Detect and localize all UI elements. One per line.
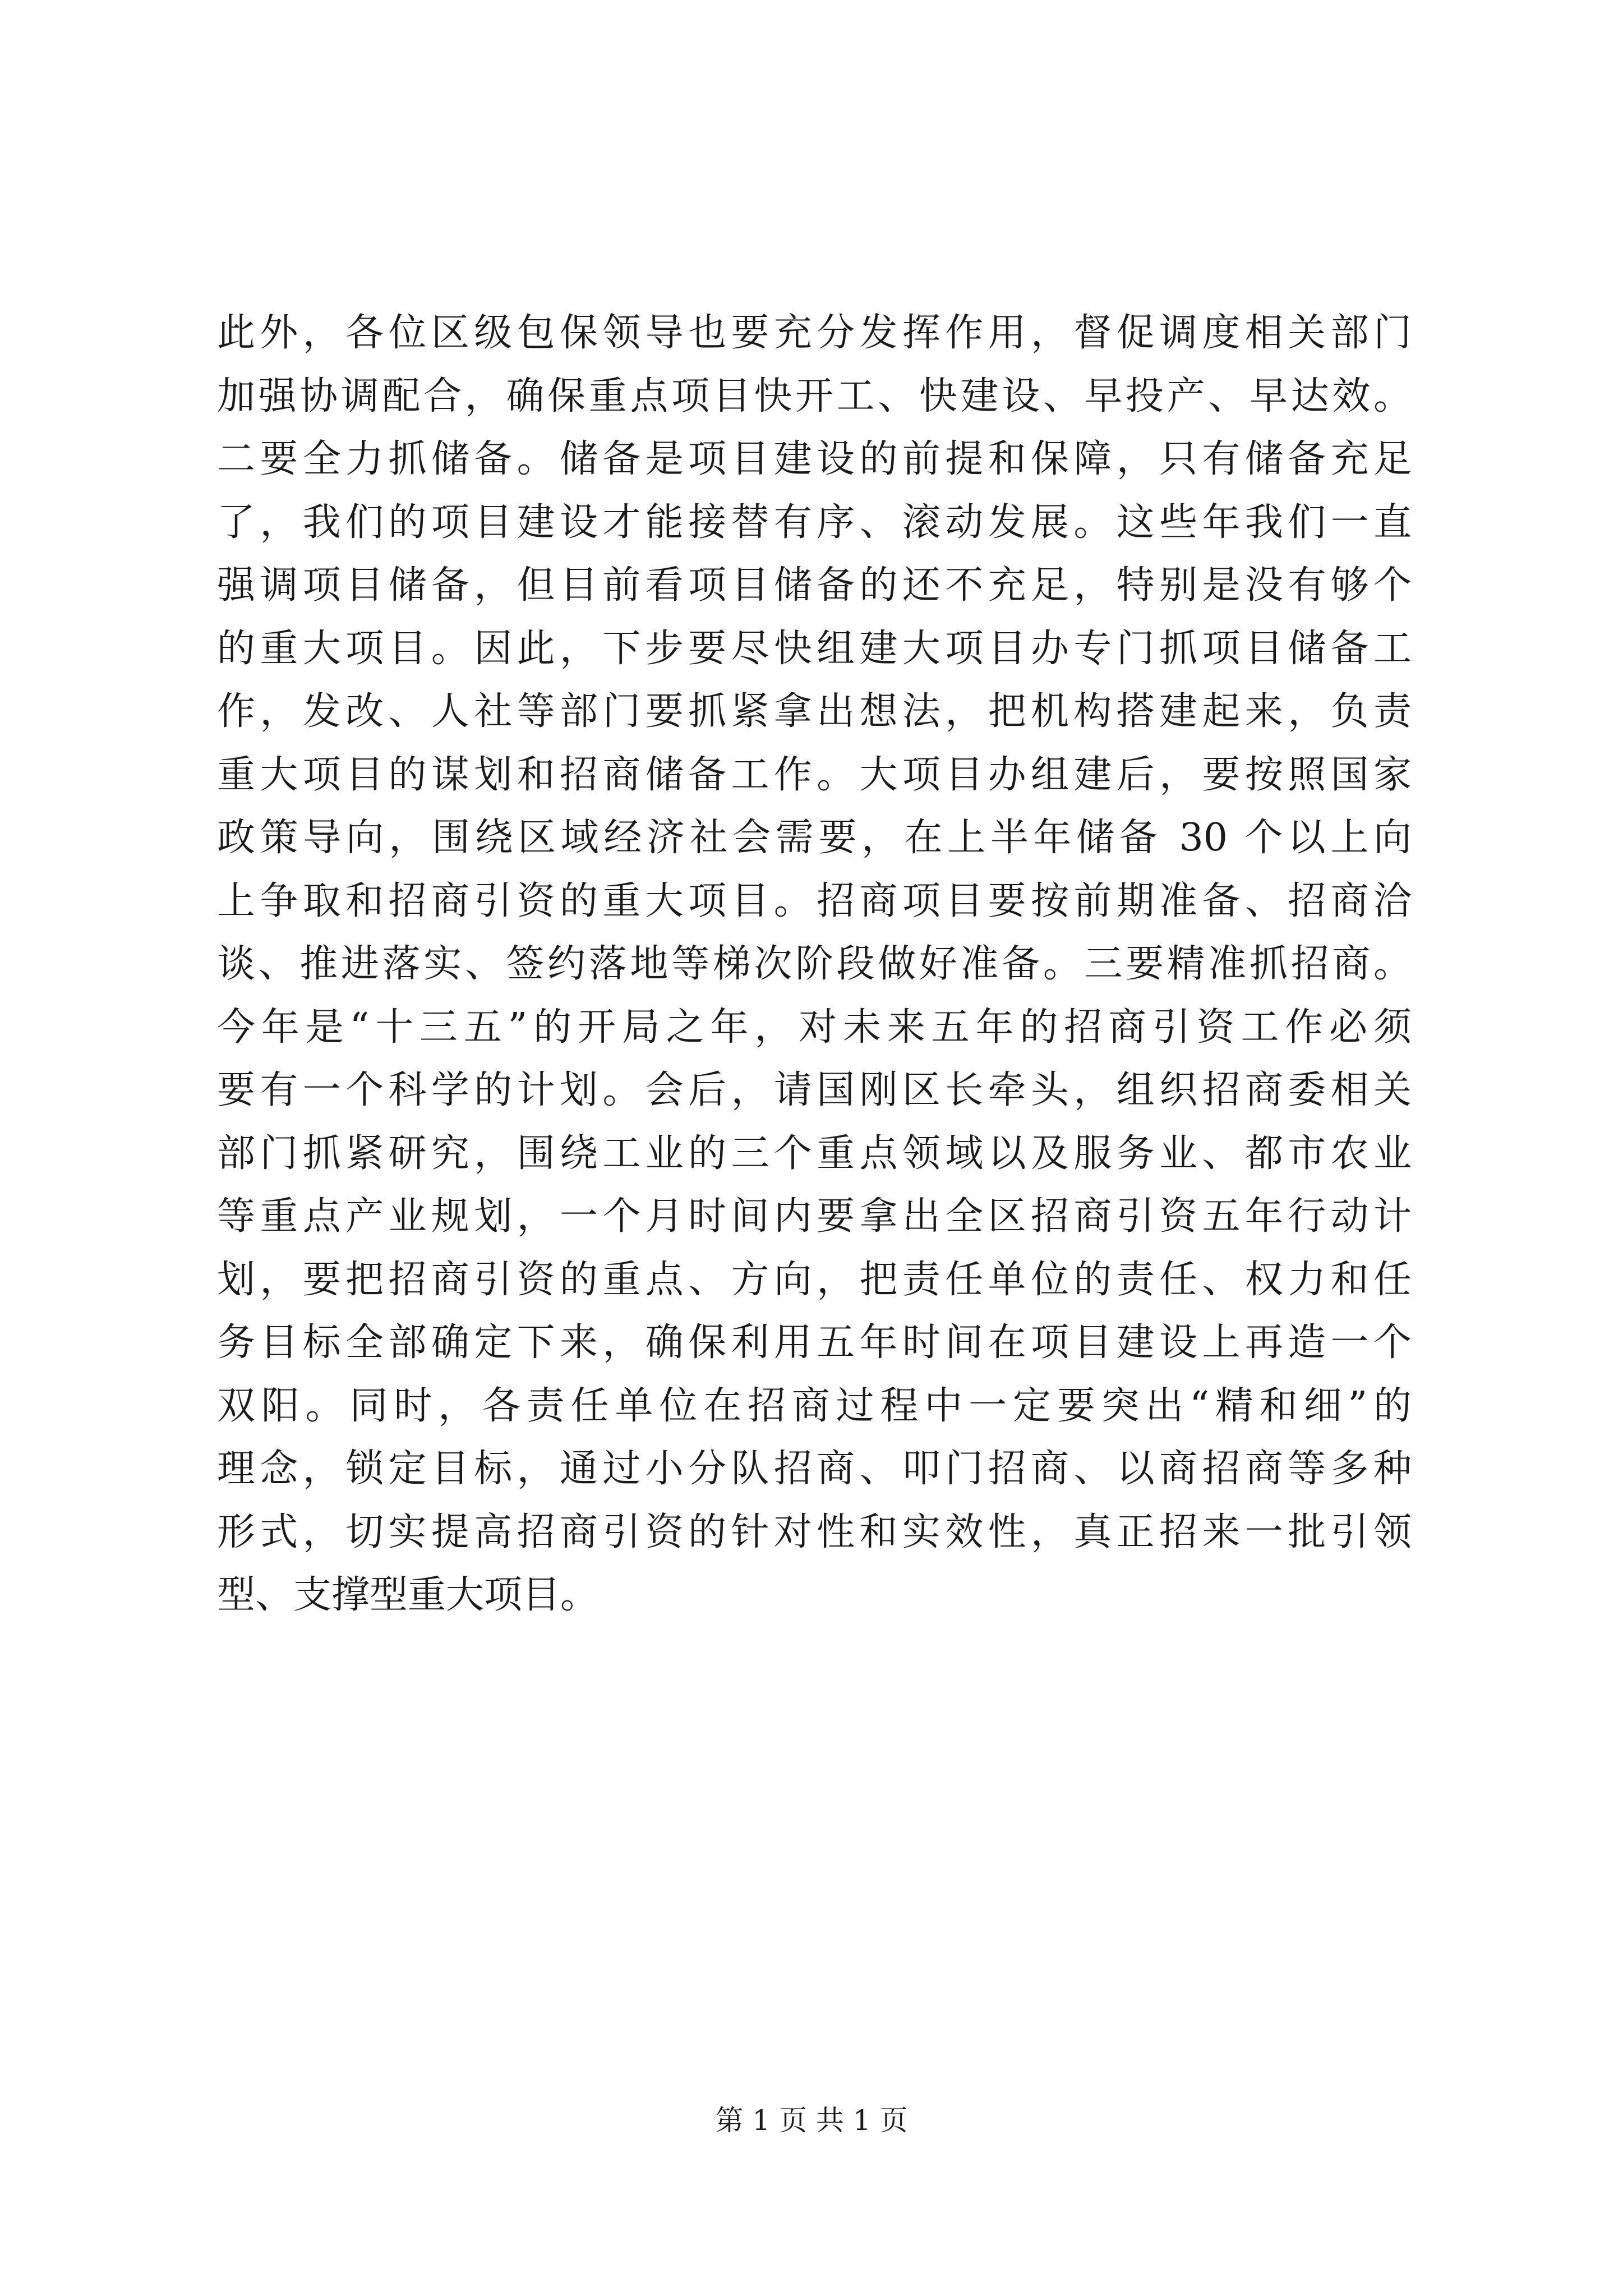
text-line: 二要全力抓储备。储备是项目建设的前提和保障，只有储备充足	[217, 437, 1412, 481]
text-line: 加强协调配合，确保重点项目快开工、快建设、早投产、早达效。	[217, 374, 1412, 418]
text-line: 重大项目的谋划和招商储备工作。大项目办组建后，要按照国家	[217, 752, 1412, 797]
text-line: 作，发改、人社等部门要抓紧拿出想法，把机构搭建起来，负责	[217, 689, 1412, 734]
text-line: 形式，切实提高招商引资的针对性和实效性，真正招来一批引领	[217, 1510, 1412, 1554]
text-line: 务目标全部确定下来，确保利用五年时间在项目建设上再造一个	[217, 1320, 1412, 1365]
text-line: 理念，锁定目标，通过小分队招商、叩门招商、以商招商等多种	[217, 1447, 1412, 1491]
text-line: 今年是“十三五”的开局之年，对未来五年的招商引资工作必须	[217, 1005, 1412, 1050]
text-line: 强调项目储备，但目前看项目储备的还不充足，特别是没有够个	[217, 563, 1412, 608]
text-line: 了，我们的项目建设才能接替有序、滚动发展。这些年我们一直	[217, 500, 1412, 545]
text-line: 型、支撑型重大项目。	[217, 1573, 599, 1617]
text-line: 政策导向，围绕区域经济社会需要，在上半年储备 30 个以上向	[217, 816, 1412, 860]
text-line: 此外，各位区级包保领导也要充分发挥作用，督促调度相关部门	[217, 311, 1412, 355]
text-line: 划，要把招商引资的重点、方向，把责任单位的责任、权力和任	[217, 1257, 1412, 1302]
text-line: 部门抓紧研究，围绕工业的三个重点领域以及服务业、都市农业	[217, 1131, 1412, 1176]
text-line: 等重点产业规划，一个月时间内要拿出全区招商引资五年行动计	[217, 1194, 1412, 1239]
text-line: 的重大项目。因此，下步要尽快组建大项目办专门抓项目储备工	[217, 626, 1412, 671]
text-line: 双阳。同时，各责任单位在招商过程中一定要突出“精和细”的	[217, 1383, 1412, 1428]
text-line: 上争取和招商引资的重大项目。招商项目要按前期准备、招商洽	[217, 878, 1412, 923]
page-footer: 第 1 页 共 1 页	[715, 2104, 908, 2137]
body-text	[217, 302, 1412, 1627]
text-line: 要有一个科学的计划。会后，请国刚区长牵头，组织招商委相关	[217, 1068, 1412, 1112]
text-line: 谈、推进落实、签约落地等梯次阶段做好准备。三要精准抓招商。	[217, 942, 1412, 986]
